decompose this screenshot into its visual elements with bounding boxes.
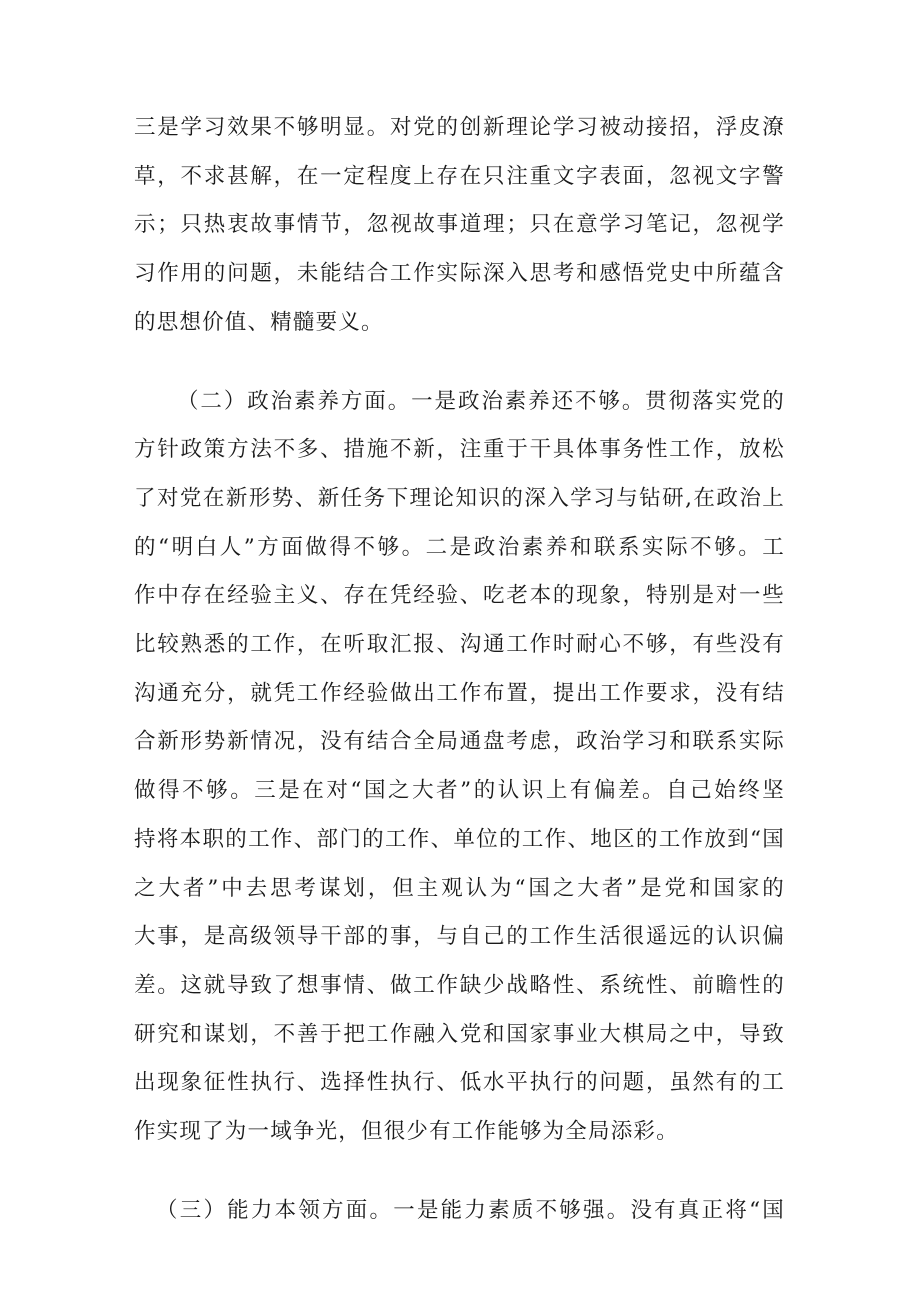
- paragraph-gap: [134, 1157, 785, 1187]
- text-line: 之大者”中去思考谋划，但主观认为“国之大者”是党和国家的: [134, 875, 785, 901]
- text-line: 出现象征性执行、选择性执行、低水平执行的问题，虽然有的工: [134, 1070, 785, 1096]
- paragraph-political-literacy: [134, 378, 785, 1157]
- paragraph-ability: [134, 1187, 785, 1236]
- text-line: 作中存在经验主义、存在凭经验、吃老本的现象，特别是对一些: [134, 583, 785, 609]
- text-line: 作实现了为一域争光，但很少有工作能够为全局添彩。: [134, 1119, 679, 1145]
- paragraph-study-effect: [134, 104, 785, 348]
- text-line: 示；只热衷故事情节，忽视故事道理；只在意学习笔记，忽视学: [134, 212, 785, 238]
- text-line: 的“明白人”方面做得不够。二是政治素养和联系实际不够。工: [134, 534, 785, 560]
- text-line: 习作用的问题，未能结合工作实际深入思考和感悟党史中所蕴含: [134, 261, 785, 287]
- document-body: [134, 104, 785, 1235]
- text-line: 合新形势新情况，没有结合全局通盘考虑，政治学习和联系实际: [134, 729, 785, 755]
- text-line: 做得不够。三是在对“国之大者”的认识上有偏差。自己始终坚: [134, 778, 785, 804]
- text-line: 研究和谋划，不善于把工作融入党和国家事业大棋局之中，导致: [134, 1021, 785, 1047]
- text-line: 大事，是高级领导干部的事，与自己的工作生活很遥远的认识偏: [134, 924, 785, 950]
- text-line: 了对党在新形势、新任务下理论知识的深入学习与钻研,在政治上: [134, 485, 785, 511]
- text-line: 差。这就导致了想事情、做工作缺少战略性、系统性、前瞻性的: [134, 972, 785, 998]
- text-line: 持将本职的工作、部门的工作、单位的工作、地区的工作放到“国: [134, 826, 785, 852]
- text-line: 三是学习效果不够明显。对党的创新理论学习被动接招，浮皮潦: [134, 115, 785, 140]
- text-line: 方针政策方法不多、措施不新，注重于干具体事务性工作，放松: [134, 437, 785, 463]
- text-line: 的思想价值、精髓要义。: [134, 309, 384, 335]
- text-line: 比较熟悉的工作，在听取汇报、沟通工作时耐心不够，有些没有: [134, 632, 785, 658]
- text-line: 草，不求甚解，在一定程度上存在只注重文字表面，忽视文字警: [134, 163, 785, 189]
- text-line: 沟通充分，就凭工作经验做出工作布置，提出工作要求，没有结: [134, 680, 785, 706]
- text-line: （三）能力本领方面。一是能力素质不够强。没有真正将“国: [156, 1197, 785, 1223]
- text-line: （二）政治素养方面。一是政治素养还不够。贯彻落实党的: [177, 388, 785, 414]
- paragraph-gap: [134, 348, 785, 378]
